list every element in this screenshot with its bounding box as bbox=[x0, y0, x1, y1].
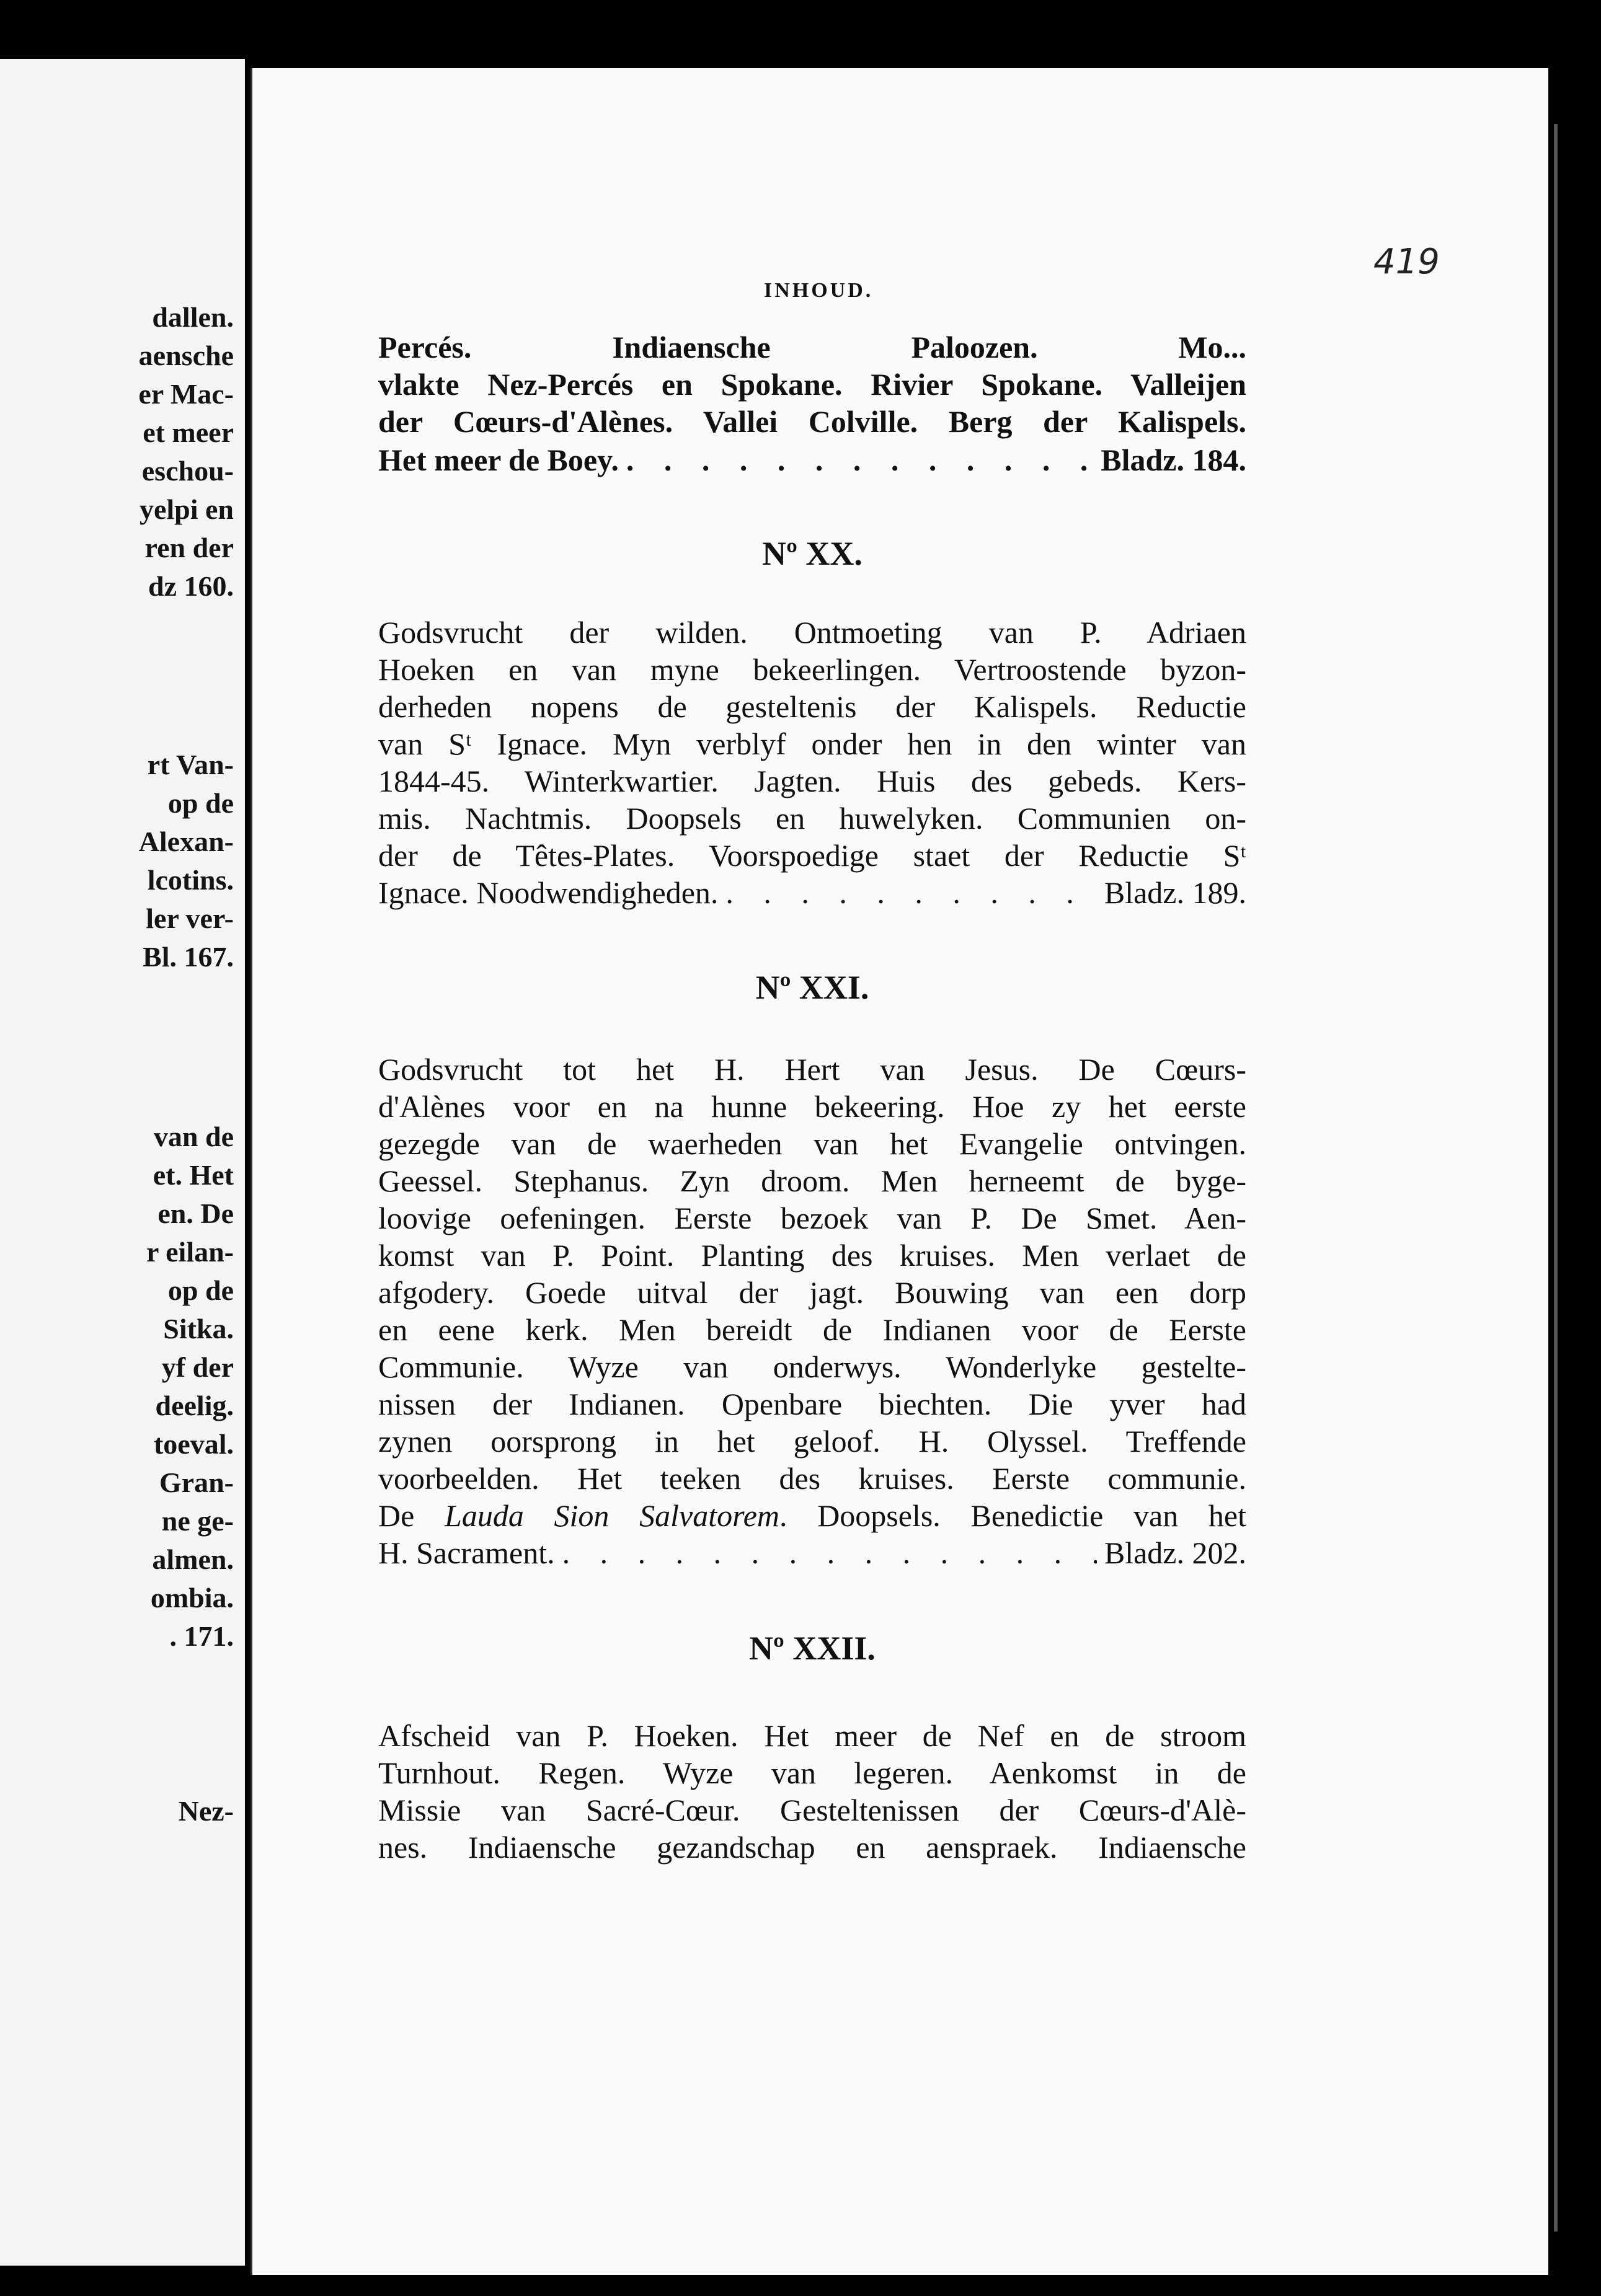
toc-line: d'Alènes voor en na hunne bekeering. Hoe zy het eerste bbox=[378, 1089, 1246, 1124]
left-line: et. Het bbox=[153, 1159, 234, 1191]
section-heading: Nº XXI. bbox=[755, 969, 869, 1006]
left-line: r eilan- bbox=[146, 1236, 234, 1268]
toc-line: nes. Indiaensche gezandschap en aenspraek. Indiaensche bbox=[378, 1830, 1246, 1865]
left-line: toeval. bbox=[153, 1428, 234, 1460]
left-line: dz 160. bbox=[148, 570, 234, 602]
section-heading: Nº XXII. bbox=[749, 1630, 876, 1667]
page-reference: Bladz. 189. bbox=[1104, 875, 1246, 910]
toc-line: Godsvrucht tot het H. Hert van Jesus. De Cœurs- bbox=[378, 1052, 1246, 1087]
left-line: ler ver- bbox=[146, 903, 234, 934]
toc-line: loovige oefeningen. Eerste bezoek van P. De Smet. Aen- bbox=[378, 1201, 1246, 1235]
toc-line: Godsvrucht der wilden. Ontmoeting van P. Adriaen bbox=[378, 615, 1246, 650]
left-line: aensche bbox=[138, 340, 234, 371]
left-line: ren der bbox=[144, 532, 234, 563]
left-line: eschou- bbox=[141, 455, 234, 487]
left-line: Alexan- bbox=[138, 826, 234, 857]
toc-line: afgodery. Goede uitval der jagt. Bouwing van een dorp bbox=[378, 1275, 1246, 1310]
toc-line: komst van P. Point. Planting des kruises. Men verlaet de bbox=[378, 1238, 1246, 1273]
toc-line: 1844-45. Winterkwartier. Jagten. Huis des gebeds. Kers- bbox=[378, 764, 1246, 798]
italic-title: Lauda Sion Salvatorem bbox=[445, 1498, 779, 1533]
left-line: ne ge- bbox=[161, 1505, 234, 1537]
left-line: deelig. bbox=[155, 1390, 234, 1421]
toc-line-italic bbox=[378, 1497, 1246, 1534]
text-after: . Doopsels. Benedictie van het bbox=[779, 1498, 1246, 1533]
leader-dots bbox=[725, 874, 1096, 911]
left-line: en. De bbox=[157, 1198, 234, 1229]
left-line: . 171. bbox=[169, 1620, 234, 1652]
page-reference: Bladz. 202. bbox=[1104, 1535, 1246, 1570]
toc-line: voorbeelden. Het teeken des kruises. Eerste communie. bbox=[378, 1461, 1246, 1496]
entry-text: H. Sacrament. bbox=[378, 1535, 555, 1570]
toc-line: derheden nopens de gesteltenis der Kalispels. Reductie bbox=[378, 689, 1246, 724]
left-line: Nez- bbox=[178, 1795, 234, 1827]
left-line: ombia. bbox=[150, 1582, 234, 1614]
toc-line: Hoeken en van myne bekeerlingen. Vertroostende byzon- bbox=[378, 652, 1246, 687]
toc-line: vlakte Nez-Percés en Spokane. Rivier Spokane. Valleijen bbox=[378, 367, 1246, 402]
left-line: lcotins. bbox=[147, 864, 234, 896]
toc-entry bbox=[378, 1534, 1246, 1571]
section-heading: Nº XX. bbox=[762, 535, 863, 572]
toc-line: der de Têtes-Plates. Voorspoedige staet der Reductie Sᵗ bbox=[378, 838, 1246, 873]
left-line: almen. bbox=[152, 1543, 234, 1575]
leader-dots bbox=[562, 1534, 1097, 1571]
toc-line: Geessel. Stephanus. Zyn droom. Men herneemt de byge- bbox=[378, 1163, 1246, 1198]
toc-line: Turnhout. Regen. Wyze van legeren. Aenkomst in de bbox=[378, 1755, 1246, 1790]
toc-line: nissen der Indianen. Openbare biechten. Die yver had bbox=[378, 1387, 1246, 1421]
entry-text: Het meer de Boey. bbox=[378, 443, 619, 477]
text-before: De bbox=[378, 1498, 445, 1533]
toc-line: gezegde van de waerheden van het Evangelie ontvingen. bbox=[378, 1126, 1246, 1161]
left-line: Gran- bbox=[159, 1467, 234, 1498]
left-line: Sitka. bbox=[163, 1313, 234, 1344]
toc-line: en eene kerk. Men bereidt de Indianen voor de Eerste bbox=[378, 1312, 1246, 1347]
toc-line: Afscheid van P. Hoeken. Het meer de Nef en de stroom bbox=[378, 1718, 1246, 1753]
running-head: INHOUD. bbox=[764, 279, 874, 302]
left-line: yelpi en bbox=[139, 493, 234, 525]
toc-line: van Sᵗ Ignace. Myn verblyf onder hen in den winter van bbox=[378, 726, 1246, 761]
leader-dots bbox=[626, 441, 1093, 479]
left-line: er Mac- bbox=[138, 378, 234, 410]
left-line: yf der bbox=[161, 1351, 234, 1383]
left-line: dallen. bbox=[152, 301, 234, 333]
page-reference: Bladz. 184. bbox=[1101, 443, 1246, 477]
left-line: van de bbox=[153, 1121, 234, 1152]
left-line: rt Van- bbox=[147, 749, 234, 780]
toc-line: Missie van Sacré-Cœur. Gesteltenissen der Cœurs-d'Alè- bbox=[378, 1793, 1246, 1827]
entry-text: Ignace. Noodwendigheden. bbox=[378, 875, 719, 910]
left-facing-page bbox=[0, 59, 245, 2266]
toc-line: der Cœurs-d'Alènes. Vallei Colville. Berg der Kalispels. bbox=[378, 404, 1246, 439]
toc-line: Communie. Wyze van onderwys. Wonderlyke gestelte- bbox=[378, 1349, 1246, 1384]
toc-entry bbox=[378, 874, 1246, 911]
page-edge bbox=[1554, 124, 1558, 2232]
toc-line: mis. Nachtmis. Doopsels en huwelyken. Communien on- bbox=[378, 801, 1246, 836]
left-line: Bl. 167. bbox=[143, 941, 234, 973]
toc-entry bbox=[378, 441, 1246, 479]
left-line: et meer bbox=[143, 417, 234, 448]
left-line: op de bbox=[167, 1274, 234, 1306]
toc-line: Percés. Indiaensche Paloozen. Mo... bbox=[378, 330, 1246, 364]
left-line: op de bbox=[167, 787, 234, 819]
handwritten-page-number: 419 bbox=[1373, 242, 1440, 282]
toc-line: zynen oorsprong in het geloof. H. Olyssel. Treffende bbox=[378, 1424, 1246, 1459]
